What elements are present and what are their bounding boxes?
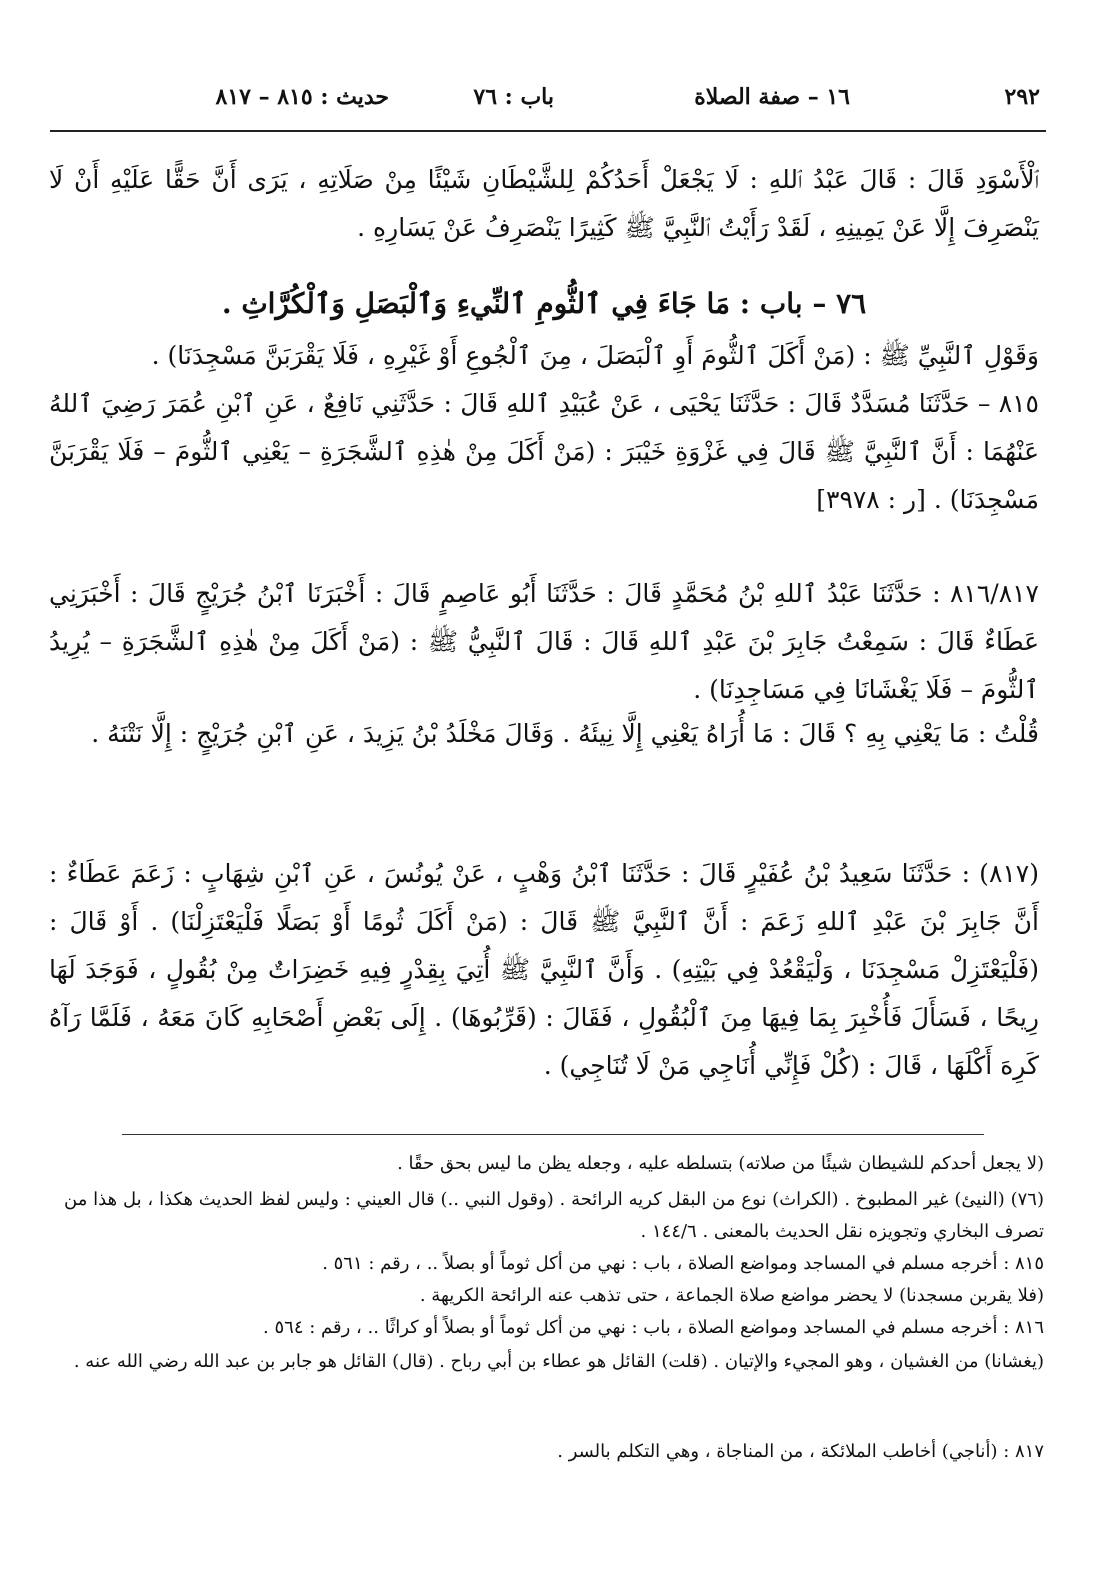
bab-number: باب : ٧٦	[473, 84, 554, 110]
hadith-range: حديث : ٨١٥ – ٨١٧	[215, 84, 389, 110]
footnote: (٧٦) (النيئ) غير المطبوخ . (الكراث) نوع من البقل كريه الرائحة . (وقول النبي ..) قال العيني : وليس لفظ الحديث هكذا ، بل هذا من تصرف البخاري وتجويزه نقل الحديث بالمعنى . ١٤٤/٦ .	[64, 1189, 1044, 1242]
hadith-817: (٨١٧) : حَدَّثَنَا سَعِيدُ بْنُ عُفَيْرٍ قَالَ : حَدَّثَنَا ٱبْنُ وَهْبٍ ، عَنْ يُونُسَ ، عَنِ ٱبْنِ شِهَابٍ : زَعَمَ عَطَاءٌ : أَنَّ جَابِرَ بْنَ عَبْدِ ٱللهِ زَعَمَ : أَنَّ ٱلنَّبِيَّ ﷺ قَالَ : (مَنْ أَكَلَ ثُومًا أَوْ بَصَلًا فَلْيَعْتَزِلْنَا) . أَوْ قَالَ : (فَلْيَعْتَزِلْ مَسْجِدَنَا ، وَلْيَقْعُدْ فِي بَيْتِهِ) . وَأَنَّ ٱلنَّبِيَّ ﷺ أُتِيَ بِقِدْرٍ فِيهِ خَضِرَاتٌ مِنْ بُقُولٍ ، فَوَجَدَ لَهَا رِيحًا ، فَسَأَلَ فَأُخْبِرَ بِمَا فِيهَا مِنَ ٱلْبُقُولِ ، فَقَالَ : (قَرِّبُوهَا) . إِلَى بَعْضِ أَصْحَابِهِ كَانَ مَعَهُ ، فَلَمَّا رَآهُ كَرِهَ أَكْلَهَا ، قَالَ : (كُلْ فَإِنِّي أُنَاجِي مَنْ لَا تُنَاجِي) .	[49, 859, 1039, 1080]
footnote: (فلا يقربن مسجدنا) لا يحضر مواضع صلاة الجماعة ، حتى تذهب عنه الرائحة الكريهة .	[419, 1285, 1044, 1306]
footnote-divider	[122, 1134, 984, 1135]
chapter-title: ١٦ – صفة الصلاة	[694, 84, 850, 110]
footnote: (يغشانا) من الغشيان ، وهو المجيء والإتيان . (قلت) القائل هو عطاء بن أبي رباح . (قال) القائل هو جابر بن عبد الله رضي الله عنه .	[73, 1351, 1044, 1372]
hadith-816: ٨١٦/٨١٧ : حَدَّثَنَا عَبْدُ ٱللهِ بْنُ مُحَمَّدٍ قَالَ : حَدَّثَنَا أَبُو عَاصِمٍ قَالَ : أَخْبَرَنَا ٱبْنُ جُرَيْجٍ قَالَ : أَخْبَرَنِي عَطَاءٌ قَالَ : سَمِعْتُ جَابِرَ بْنَ عَبْدِ ٱللهِ قَالَ : قَالَ ٱلنَّبِيُّ ﷺ : (مَنْ أَكَلَ مِنْ هٰذِهِ ٱلشَّجَرَةِ – يُرِيدُ ٱلثُّومَ – فَلَا يَغْشَانَا فِي مَسَاجِدِنَا) .	[49, 579, 1039, 704]
footnote: ٨١٦ : أخرجه مسلم في المساجد ومواضع الصلاة ، باب : نهي من أكل ثوماً أو بصلاً أو كراثًا .. ، رقم : ٥٦٤ .	[263, 1317, 1044, 1338]
paragraph-qultu: قُلْتُ : مَا يَعْنِي بِهِ ؟ قَالَ : مَا أُرَاهُ يَعْنِي إِلَّا نِيئَهُ . وَقَالَ مَخْلَدُ بْنُ يَزِيدَ ، عَنِ ٱبْنِ جُرَيْجٍ : إِلَّا نَتْنَهُ .	[91, 719, 1039, 748]
hadith-815: ٨١٥ – حَدَّثَنَا مُسَدَّدٌ قَالَ : حَدَّثَنَا يَحْيَى ، عَنْ عُبَيْدِ ٱللهِ قَالَ : حَدَّثَنِي نَافِعٌ ، عَنِ ٱبْنِ عُمَرَ رَضِيَ ٱللهُ عَنْهُمَا : أَنَّ ٱلنَّبِيَّ ﷺ قَالَ فِي غَزْوَةِ خَيْبَرَ : (مَنْ أَكَلَ مِنْ هٰذِهِ ٱلشَّجَرَةِ – يَعْنِي ٱلثُّومَ – فَلَا يَقْرَبَنَّ مَسْجِدَنَا) . [ر : ٣٩٧٨]	[49, 389, 1039, 514]
page-number: ٢٩٢	[1004, 84, 1040, 110]
header-divider	[50, 130, 1046, 132]
footnote: ٨١٥ : أخرجه مسلم في المساجد ومواضع الصلاة ، باب : نهي من أكل ثوماً أو بصلاً .. ، رقم : ٥٦١ .	[322, 1253, 1044, 1274]
footnote: ٨١٧ : (أناجي) أخاطب الملائكة ، من المناجاة ، وهي التكلم بالسر .	[557, 1441, 1044, 1462]
footnote: (لا يجعل أحدكم للشيطان شيئًا من صلاته) بتسلطه عليه ، وجعله يظن ما ليس بحق حقًا .	[397, 1153, 1044, 1174]
paragraph-continuation: ٱلْأَسْوَدِ قَالَ : قَالَ عَبْدُ ٱللهِ : لَا يَجْعَلْ أَحَدُكُمْ لِلشَّيْطَانِ شَيْئًا مِنْ صَلَاتِهِ ، يَرَى أَنَّ حَقًّا عَلَيْهِ أَنْ لَا يَنْصَرِفَ إِلَّا عَنْ يَمِينِهِ ، لَقَدْ رَأَيْتُ ٱلنَّبِيَّ ﷺ كَثِيرًا يَنْصَرِفُ عَنْ يَسَارِهِ .	[49, 165, 1039, 242]
paragraph-prophet-saying: وَقَوْلِ ٱلنَّبِيِّ ﷺ : (مَنْ أَكَلَ ٱلثُّومَ أَوِ ٱلْبَصَلَ ، مِنَ ٱلْجُوعِ أَوْ غَيْرِهِ ، فَلَا يَقْرَبَنَّ مَسْجِدَنَا) .	[151, 341, 1039, 370]
section-title: ٧٦ – باب : مَا جَاءَ فِي ٱلثُّومِ ٱلنِّيءِ وَٱلْبَصَلِ وَٱلْكُرَّاثِ .	[221, 287, 867, 320]
